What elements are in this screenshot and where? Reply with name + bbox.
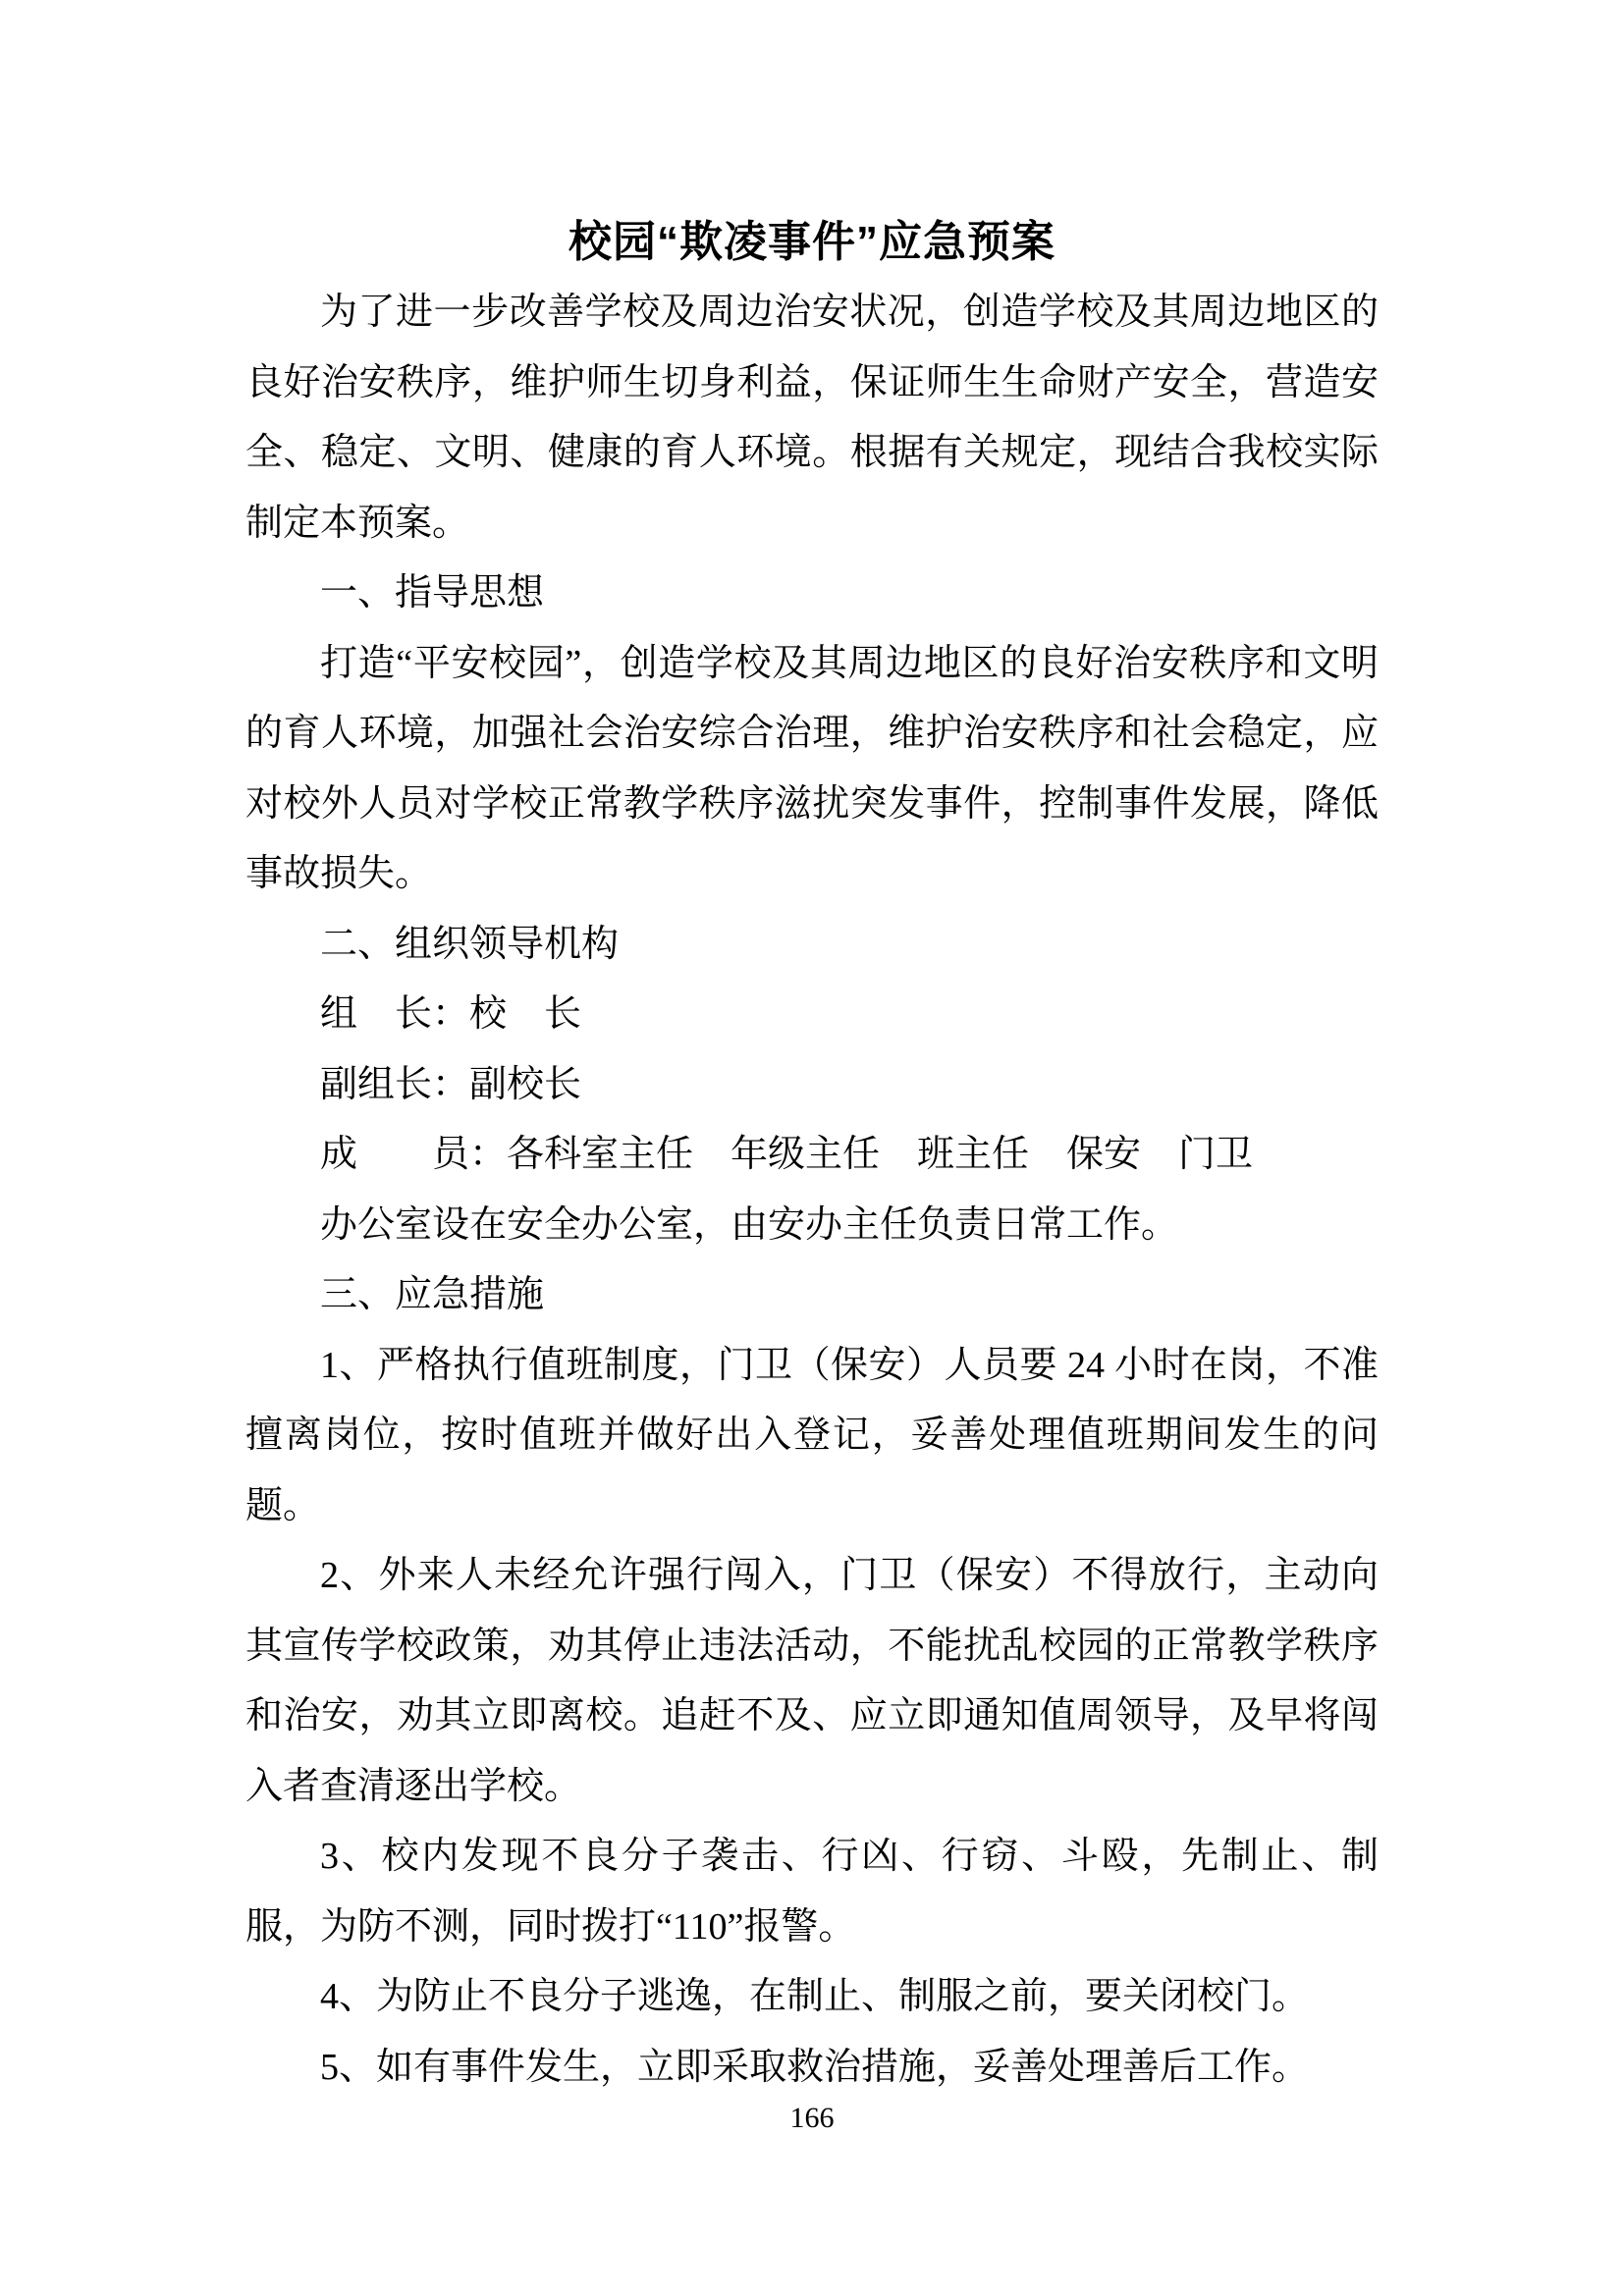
document-title: 校园“欺凌事件”应急预案 bbox=[568, 218, 1056, 266]
document-body bbox=[245, 207, 1379, 2103]
office-line: 办公室设在安全办公室，由安办主任负责日常工作。 bbox=[320, 1203, 1179, 1246]
measure-item-1: 1、严格执行值班制度，门卫（保安）人员要 24 小时在岗，不准擅离岗位，按时值班并做好出入登记，妥善处理值班期间发生的问题。 bbox=[245, 1344, 1379, 1526]
section-heading-1: 一、指导思想 bbox=[320, 572, 545, 614]
measure-item-2: 2、外来人未经允许强行闯入，门卫（保安）不得放行，主动向其宣传学校政策，劝其停止违法活动，不能扰乱校园的正常教学秩序和治安，劝其立即离校。追赶不及、应立即通知值周领导，及早将闯入者查清逐出学校。 bbox=[245, 1555, 1379, 1807]
section-heading-3: 三、应急措施 bbox=[320, 1274, 545, 1315]
group-leader-line: 组 长：校 长 bbox=[320, 993, 582, 1035]
measure-item-4: 4、为防止不良分子逃逸，在制止、制服之前，要关闭校门。 bbox=[320, 1976, 1310, 2017]
deputy-leader-line: 副组长：副校长 bbox=[320, 1063, 582, 1105]
page-number: 166 bbox=[789, 2102, 835, 2134]
intro-paragraph: 为了进一步改善学校及周边治安状况，创造学校及其周边地区的良好治安秩序，维护师生切身利益，保证师生生命财产安全，营造安全、稳定、文明、健康的育人环境。根据有关规定，现结合我校实际制定本预案。 bbox=[245, 292, 1379, 544]
measure-item-5: 5、如有事件发生，立即采取救治措施，妥善处理善后工作。 bbox=[320, 2046, 1310, 2088]
section-heading-2: 二、组织领导机构 bbox=[320, 923, 620, 965]
section-1-paragraph: 打造“平安校园”，创造学校及其周边地区的良好治安秩序和文明的育人环境，加强社会治安综合治理，维护治安秩序和社会稳定，应对校外人员对学校正常教学秩序滋扰突发事件，控制事件发展，降低事故损失。 bbox=[245, 642, 1379, 894]
members-line: 成 员：各科室主任 年级主任 班主任 保安 门卫 bbox=[320, 1134, 1254, 1175]
measure-item-3: 3、校内发现不良分子袭击、行凶、行窃、斗殴，先制止、制服，为防不测，同时拨打“110”报警。 bbox=[245, 1836, 1379, 1948]
